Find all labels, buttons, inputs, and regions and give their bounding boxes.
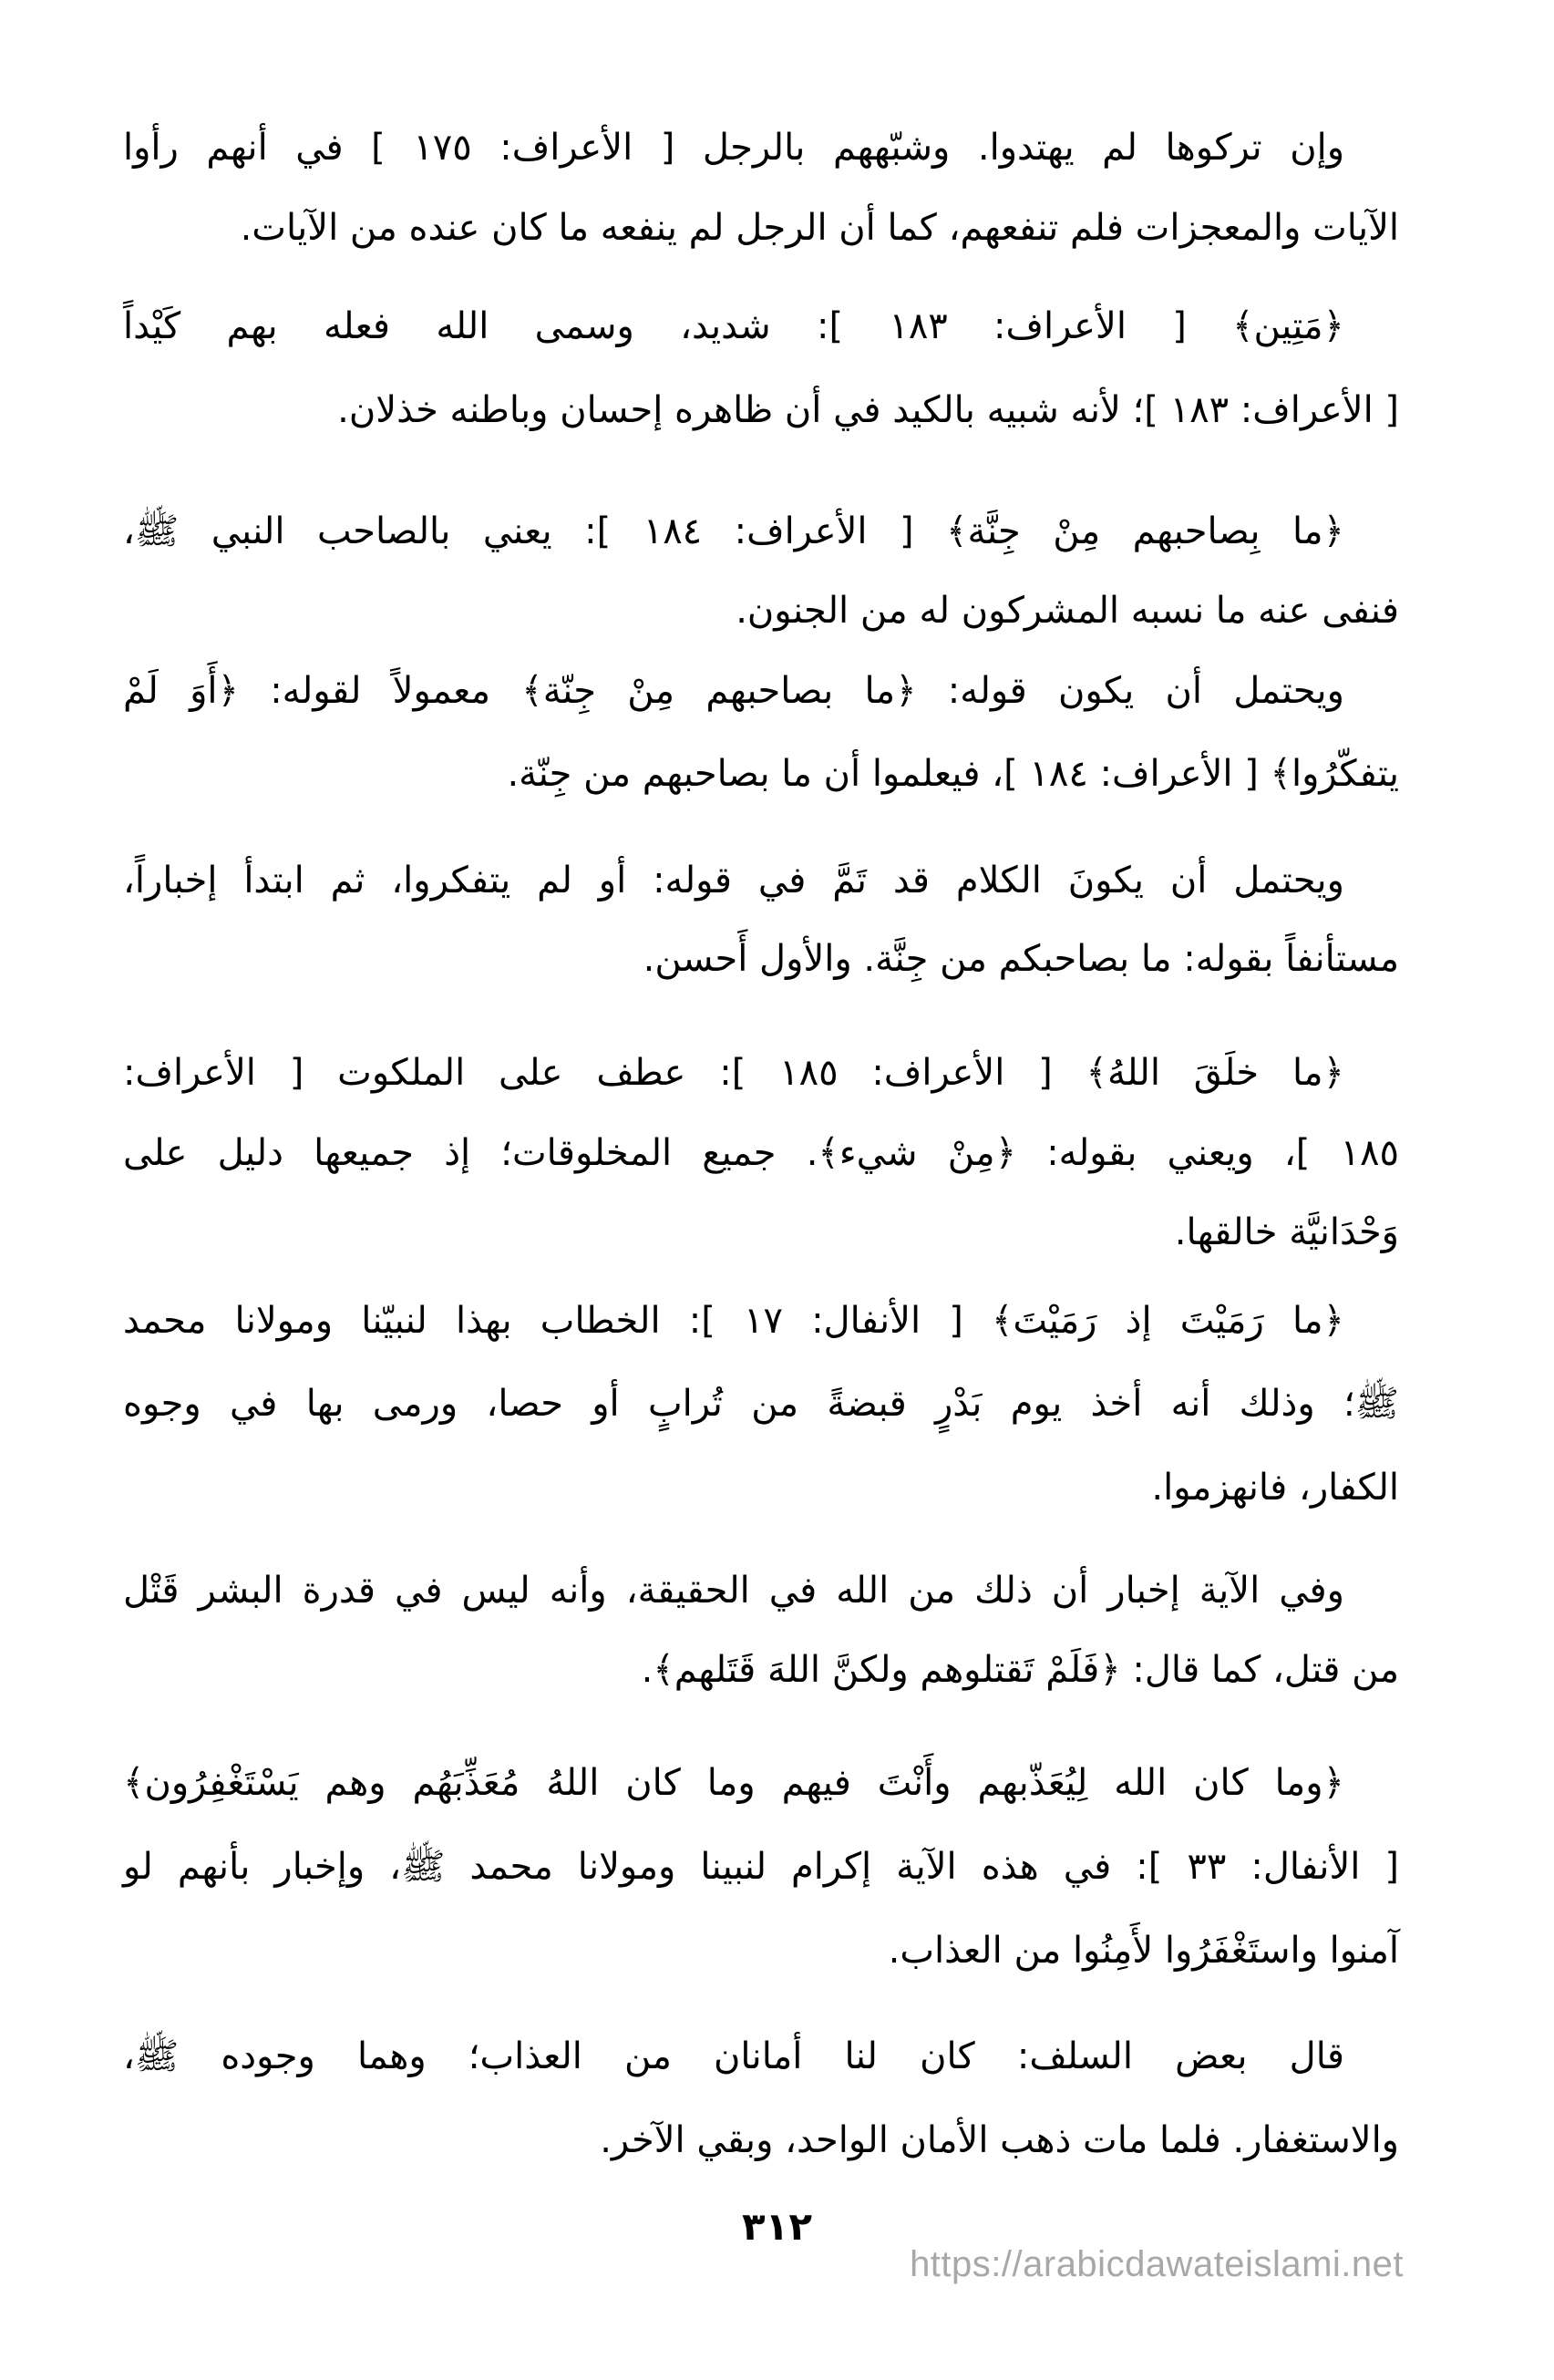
text-line: ﴿ما بِصاحبهم مِنْ جِنَّة﴾ [ الأعراف: ١٨٤ ]: يعني بالصاحب النبي ﷺ، (123, 510, 1344, 552)
page-number: ٣١٢ (742, 2204, 812, 2249)
text-line: ١٨٥ ]، ويعني بقوله: ﴿مِنْ شيء﴾. جميع المخلوقات؛ إذ جميعها دليل على (123, 1132, 1399, 1174)
text-line: الكفار، فانهزموا. (1151, 1467, 1399, 1509)
text-line: الآيات والمعجزات فلم تنفعهم، كما أن الرجل لم ينفعه ما كان عنده من الآيات. (240, 207, 1399, 249)
text-line: [ الأعراف: ١٨٣ ]؛ لأنه شبيه بالكيد في أن ظاهره إحسان وباطنه خذلان. (337, 389, 1399, 431)
text-line: وفي الآية إخبار أن ذلك من الله في الحقيقة، وأنه ليس في قدرة البشر قَتْل (123, 1570, 1344, 1612)
text-line: والاستغفار. فلما مات ذهب الأمان الواحد، وبقي الآخر. (600, 2119, 1399, 2161)
text-line: آمنوا واستَغْفَرُوا لأَمِنُوا من العذاب. (888, 1930, 1399, 1972)
text-line: وإن تركوها لم يهتدوا. وشبّههم بالرجل [ الأعراف: ١٧٥ ] في أنهم رأوا (123, 127, 1345, 169)
text-line: [ الأنفال: ٣٣ ]: في هذه الآية إكرام لنبينا ومولانا محمد ﷺ، وإخبار بأنهم لو (123, 1846, 1399, 1888)
text-line: ﴿ما خلَقَ اللهُ﴾ [ الأعراف: ١٨٥ ]: عطف على الملكوت [ الأعراف: (123, 1052, 1344, 1094)
text-line: ﴿وما كان الله لِيُعَذّبهم وأَنْتَ فيهم وما كان اللهُ مُعَذِّبَهُم وهم يَسْتَغْفِرُون﴾ (123, 1762, 1344, 1804)
text-line: وَحْدَانيَّة خالقها. (1174, 1211, 1399, 1253)
text-line: ﴿مَتِين﴾ [ الأعراف: ١٨٣ ]: شديد، وسمى الله فعله بهم كَيْداً (123, 305, 1344, 347)
text-line: ويحتمل أن يكونَ الكلام قد تَمَّ في قوله: أو لم يتفكروا، ثم ابتدأ إخباراً، (123, 860, 1344, 902)
text-line: من قتل، كما قال: ﴿فَلَمْ تَقتلوهم ولكنَّ اللهَ قَتَلهم﴾. (641, 1649, 1399, 1691)
watermark-url: https://arabicdawateislami.net (910, 2244, 1404, 2284)
text-line: ﴿ما رَمَيْتَ إذ رَمَيْتَ﴾ [ الأنفال: ١٧ ]: الخطاب بهذا لنبيّنا ومولانا محمد (123, 1300, 1344, 1342)
text-line: ﷺ؛ وذلك أنه أخذ يوم بَدْرٍ قبضةً من تُرابٍ أو حصا، ورمى بها في وجوه (123, 1383, 1399, 1425)
text-line: فنفى عنه ما نسبه المشركون له من الجنون. (736, 590, 1399, 632)
text-line: يتفكّرُوا﴾ [ الأعراف: ١٨٤ ]، فيعلموا أن ما بصاحبهم من جِنّة. (507, 753, 1399, 795)
text-line: مستأنفاً بقوله: ما بصاحبكم من جِنَّة. والأول أَحسن. (643, 938, 1399, 980)
text-line: قال بعض السلف: كان لنا أمانان من العذاب؛ وهما وجوده ﷺ، (123, 2035, 1344, 2077)
text-line: ويحتمل أن يكون قوله: ﴿ما بصاحبهم مِنْ جِنّة﴾ معمولاً لقوله: ﴿أَوَ لَمْ (123, 670, 1344, 712)
